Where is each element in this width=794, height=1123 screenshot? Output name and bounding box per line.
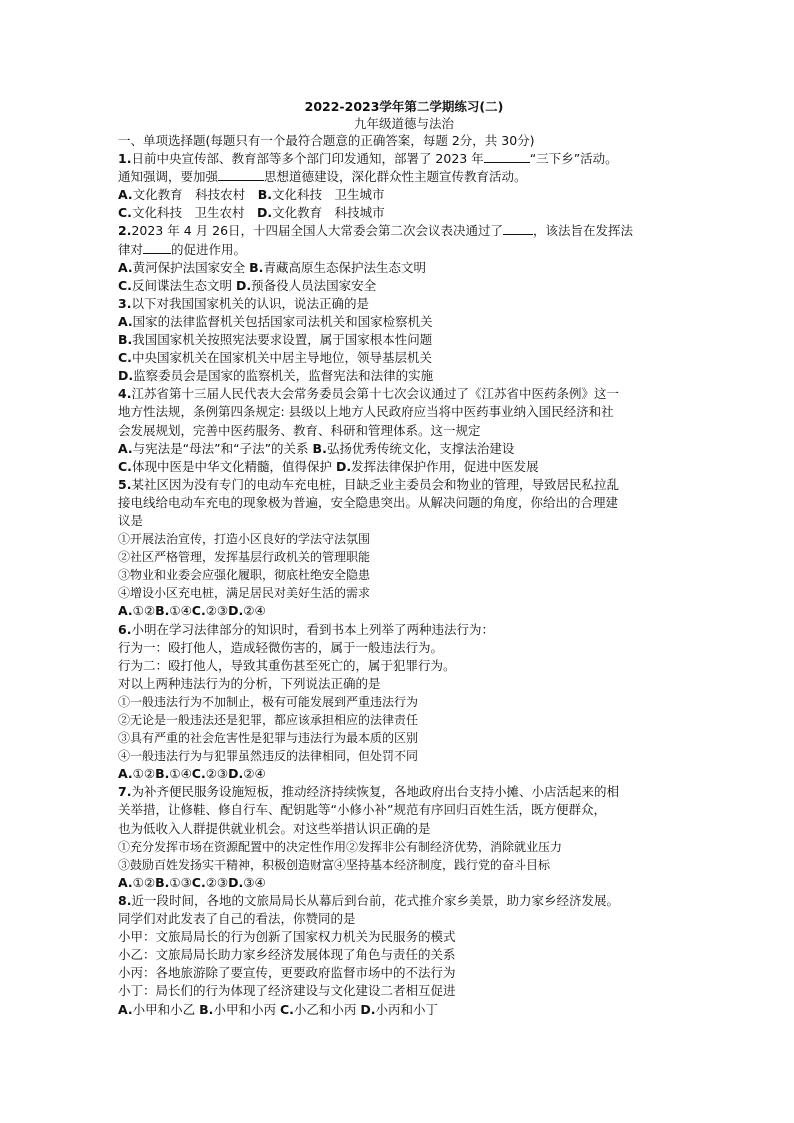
option-a: ①② bbox=[132, 874, 156, 890]
option-label: C. bbox=[118, 277, 132, 293]
option-a: 与宪法是“母法”和“子法”的关系 bbox=[132, 440, 309, 456]
option-label: C. bbox=[118, 458, 132, 474]
option-a: ①② bbox=[132, 603, 156, 619]
question-number: 4. bbox=[118, 386, 132, 402]
option-b: 我国国家机关按照宪法要求设置，属于国家根本性问题 bbox=[132, 332, 433, 348]
option-b: 文化科技 卫生城市 bbox=[271, 187, 385, 203]
question-text: 小明在学习法律部分的知识时，看到书本上列举了两种违法行为： bbox=[131, 621, 494, 637]
question-4-stem bbox=[118, 385, 690, 403]
statement-1: ①一般违法行为不加制止，极有可能发展到严重违法行为 bbox=[118, 694, 419, 709]
question-number: 3. bbox=[118, 295, 132, 311]
question-text: 近一段时间，各地的文旅局局长从幕后到台前，花式推介家乡美景，助力家乡经济发展。 bbox=[131, 892, 619, 908]
statement-2: ②社区严格管理，发挥基层行政机关的管理职能 bbox=[118, 550, 371, 565]
question-text: 通知强调，要加强 bbox=[118, 169, 219, 185]
question-3-option-b bbox=[118, 331, 690, 349]
question-text: 的促进作用。 bbox=[171, 241, 247, 257]
question-4-options-row-2 bbox=[118, 458, 690, 476]
option-label: A. bbox=[118, 313, 133, 329]
question-6-stem bbox=[118, 621, 690, 639]
option-d: ②④ bbox=[243, 766, 266, 782]
option-a: 国家的法律监督机关包括国家司法机关和国家检察机关 bbox=[132, 313, 433, 329]
option-label: A. bbox=[118, 1001, 133, 1017]
question-6-behavior-1: 行为一：殴打他人，造成轻微伤害的，属于一般违法行为。 bbox=[118, 639, 444, 655]
option-d: 发挥法律保护作用，促进中医发展 bbox=[351, 458, 539, 474]
option-c: ②③ bbox=[205, 603, 229, 619]
statement-1: ①开展法治宣传，打造小区良好的学法守法氛围 bbox=[118, 532, 371, 547]
question-6-behavior-2: 行为二：殴打他人，导致其重伤甚至死亡的，属于犯罪行为。 bbox=[118, 657, 456, 673]
option-label: C. bbox=[191, 874, 206, 890]
question-1-stem-line-2 bbox=[118, 168, 690, 186]
question-2-options-row-1 bbox=[118, 259, 690, 277]
option-label: C. bbox=[191, 766, 206, 782]
question-text: 日前中央宣传部、教育部等多个部门印发通知，部署了 2023 年 bbox=[131, 151, 484, 167]
question-7-stem-line-2: 关举措，让修鞋、修自行车、配钥匙等“小修小补”规范有序回归百姓生活，既方便群众， bbox=[118, 802, 606, 818]
option-label: C. bbox=[118, 205, 132, 221]
option-label: B. bbox=[155, 603, 170, 619]
statement-3: ③具有严重的社会危害性是犯罪与违法行为最本质的区别 bbox=[118, 731, 419, 746]
option-label: A. bbox=[118, 440, 133, 456]
exam-subject: 九年级道德与法治 bbox=[353, 116, 454, 131]
statement-4: ④增设小区充电桩，满足居民对美好生活的需求 bbox=[118, 586, 371, 601]
question-text: “三下乡”活动。 bbox=[529, 151, 618, 167]
option-a: 小甲和小乙 bbox=[132, 1001, 196, 1017]
question-7-options bbox=[118, 874, 690, 892]
question-3-stem bbox=[118, 295, 690, 313]
option-label: A. bbox=[118, 874, 133, 890]
option-b: 青藏高原生态保护法生态文明 bbox=[263, 259, 426, 275]
view-xiaobing: 小丙：各地旅游除了要宣传，更要政府监督市场中的不法行为 bbox=[118, 965, 456, 981]
document-page bbox=[118, 98, 690, 1019]
option-label: D. bbox=[228, 766, 244, 782]
option-c: 体现中医是中华文化精髓，值得保护 bbox=[131, 458, 332, 474]
option-label: C. bbox=[279, 1001, 294, 1017]
question-2-stem-line-2 bbox=[118, 241, 690, 259]
question-4-options-row-1 bbox=[118, 440, 690, 458]
question-1-stem bbox=[118, 150, 690, 168]
option-d: 文化教育 科技城市 bbox=[272, 205, 385, 221]
question-8-stem-line-2: 同学们对此发表了自己的看法，你赞同的是 bbox=[118, 911, 356, 927]
statements-1-2: ①充分发挥市场在资源配置中的决定性作用②发挥非公有制经济优势，消除就业压力 bbox=[118, 839, 563, 854]
option-label: B. bbox=[312, 440, 327, 456]
question-text: 为补齐便民服务设施短板，推动经济持续恢复，各地政府出台支持小摊、小店活起来的相 bbox=[131, 784, 619, 800]
question-text: 某社区因为没有专门的电动车充电桩，目缺乏业主委员会和物业的管理，导致居民私拉乱 bbox=[131, 476, 619, 492]
option-label: B. bbox=[249, 259, 264, 275]
option-label: C. bbox=[118, 350, 132, 366]
option-a: 黄河保护法国家安全 bbox=[132, 259, 246, 275]
question-3-option-a bbox=[118, 313, 690, 331]
statement-4: ④一般违法行为与犯罪虽然违反的法律相同，但处罚不同 bbox=[118, 749, 419, 764]
exam-title: 2022-2023学年第二学期练习(二) bbox=[304, 99, 504, 114]
option-a: ①② bbox=[132, 766, 156, 782]
question-8-stem bbox=[118, 892, 690, 910]
question-5-options bbox=[118, 602, 690, 620]
option-d: ②④ bbox=[243, 603, 266, 619]
option-label: D. bbox=[256, 205, 273, 221]
view-xiaoyi: 小乙：文旅局局长助力家乡经济发展体现了角色与责任的关系 bbox=[118, 947, 456, 963]
question-7-stem-line-3: 也为低收入人群提供就业机会。对这些举措认识正确的是 bbox=[118, 820, 431, 836]
option-label: D. bbox=[360, 1001, 376, 1017]
question-2-options-row-2 bbox=[118, 277, 690, 295]
question-6-options bbox=[118, 765, 690, 783]
option-b: ①③ bbox=[169, 874, 192, 890]
option-label: D. bbox=[228, 603, 244, 619]
option-b: 弘扬优秀传统文化，支撑法治建设 bbox=[326, 440, 515, 456]
question-8-options bbox=[118, 1001, 690, 1019]
option-label: B. bbox=[155, 874, 170, 890]
blank bbox=[218, 168, 264, 181]
question-1-options-row-2 bbox=[118, 204, 690, 222]
option-label: B. bbox=[257, 187, 272, 203]
option-label: D. bbox=[335, 458, 352, 474]
question-text: 以下对我国国家机关的认识，说法正确的是 bbox=[131, 295, 369, 311]
blank bbox=[484, 150, 530, 163]
option-c: 文化科技 卫生农村 bbox=[131, 205, 245, 221]
question-number: 5. bbox=[118, 476, 132, 492]
question-6-prompt: 对以上两种违法行为的分析，下列说法正确的是 bbox=[118, 675, 381, 691]
view-xiaojia: 小甲：文旅局局长的行为创新了国家权力机关为民服务的模式 bbox=[118, 929, 456, 945]
question-5-stem bbox=[118, 476, 690, 494]
option-label: A. bbox=[118, 603, 133, 619]
option-label: B. bbox=[118, 332, 133, 348]
option-label: B. bbox=[155, 766, 170, 782]
option-b: 小甲和小丙 bbox=[213, 1001, 276, 1017]
question-text: 江苏省第十三届人民代表大会常务委员会第十七次会议通过了《江苏省中医药条例》这一 bbox=[131, 386, 619, 402]
option-c: 中央国家机关在国家机关中居主导地位，领导基层机关 bbox=[131, 350, 432, 366]
question-5-stem-line-2: 接电线给电动车充电的现象极为普遍，安全隐患突出。从解决问题的角度，你给出的合理建 bbox=[118, 494, 619, 510]
statement-2: ②无论是一般违法还是犯罪，都应该承担相应的法律责任 bbox=[118, 713, 419, 727]
option-d: 监察委员会是国家的监察机关，监督宪法和法律的实施 bbox=[133, 368, 434, 384]
question-text: 律对 bbox=[118, 241, 144, 257]
question-7-stem bbox=[118, 783, 690, 801]
question-number: 7. bbox=[118, 784, 132, 800]
option-label: D. bbox=[235, 277, 252, 293]
blank bbox=[143, 241, 171, 254]
option-b: ①④ bbox=[169, 603, 192, 619]
option-label: C. bbox=[191, 603, 206, 619]
question-text: 思想道德建设，深化群众性主题宣传教育活动。 bbox=[264, 169, 527, 185]
option-c: 小乙和小丙 bbox=[293, 1001, 357, 1017]
question-text: 2023 年 4 月 26日，十四届全国人大常委会第二次会议表决通过了 bbox=[131, 223, 504, 239]
option-label: A. bbox=[118, 187, 133, 203]
question-number: 1. bbox=[118, 151, 132, 167]
statement-3: ③物业和业委会应强化履职，彻底杜绝安全隐患 bbox=[118, 568, 371, 583]
option-label: D. bbox=[118, 368, 134, 384]
option-a: 文化教育 科技农村 bbox=[132, 187, 246, 203]
question-3-option-c bbox=[118, 349, 690, 367]
question-5-stem-line-3: 议是 bbox=[118, 512, 144, 528]
option-c: 反间谍法生态文明 bbox=[131, 277, 232, 293]
option-d: ③④ bbox=[243, 874, 266, 890]
question-4-stem-line-2: 地方性法规，条例第四条规定: 县级以上地方人民政府应当将中医药事业纳入国民经济和社 bbox=[118, 404, 614, 420]
question-text: ，该法旨在发挥法 bbox=[533, 223, 634, 239]
option-b: ①④ bbox=[169, 766, 192, 782]
option-c: ②③ bbox=[205, 766, 229, 782]
option-d: 小丙和小丁 bbox=[375, 1001, 439, 1017]
question-number: 8. bbox=[118, 892, 132, 908]
question-4-stem-line-3: 会发展规划，完善中医药服务、教育、科研和管理体系。这一规定 bbox=[118, 422, 481, 438]
section-heading: 一、单项选择题(每题只有一个最符合题意的正确答案，每题 2分，共 30分) bbox=[118, 133, 535, 148]
option-label: D. bbox=[228, 874, 244, 890]
option-label: A. bbox=[118, 259, 133, 275]
question-3-option-d bbox=[118, 367, 690, 385]
view-xiaoding: 小丁：局长们的行为体现了经济建设与文化建设二者相互促进 bbox=[118, 983, 456, 999]
question-2-stem bbox=[118, 222, 690, 240]
option-label: A. bbox=[118, 766, 133, 782]
option-label: B. bbox=[199, 1001, 214, 1017]
question-1-options-row-1 bbox=[118, 186, 690, 204]
option-c: ②③ bbox=[205, 874, 229, 890]
question-number: 2. bbox=[118, 223, 132, 239]
blank bbox=[503, 222, 533, 235]
option-d: 预备役人员法国家安全 bbox=[251, 277, 377, 293]
question-number: 6. bbox=[118, 621, 132, 637]
statements-3-4: ③鼓励百姓发扬实干精神，积极创造财富④坚持基本经济制度，践行党的奋斗目标 bbox=[118, 857, 551, 872]
